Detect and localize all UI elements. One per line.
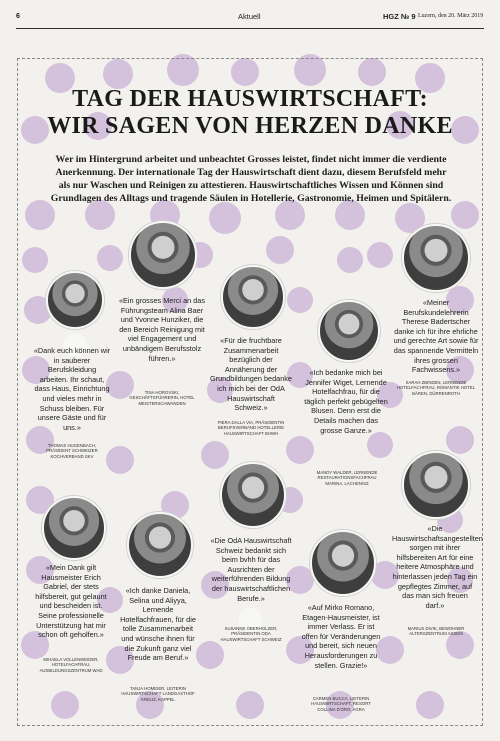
testimonial-quote: «Die OdA Hauswirtschaft Schweiz bedankt sich beim bvhh für das Ausrichten der weiterführenden Bildung der hauswirtschaftlichen Berufe.»: [210, 536, 292, 603]
headline-line-2: WIR SAGEN VON HERZEN DANKE: [47, 113, 453, 139]
headline-line-1: TAG DER HAUSWIRTSCHAFT:: [72, 86, 428, 112]
date-label: Luzern, den 20. März 2019: [418, 13, 484, 19]
section-label: Aktuell: [238, 12, 261, 21]
testimonial-quote: «Mein Dank gilt Hausmeister Erich Gabriel, der stets hilfsbereit, gut gelaunt und bescheiden ist. Seine professionelle Unterstützung hat mir schon oft geholfen.»: [35, 563, 107, 640]
publication-label: HGZ № 9: [383, 12, 416, 21]
portrait-photo: [46, 271, 104, 329]
portrait-photo: [318, 300, 380, 362]
testimonial-quote: «Meiner Berufskundelehrerin Therese Badertscher danke ich für ihre ehrliche und gerechte Art sowie für das spannende Vermitteln ihres grossen Fachwissens.»: [393, 298, 479, 375]
lead-paragraph: Wer im Hintergrund arbeitet und unbeachtet Grosses leistet, findet nicht immer die verdiente Anerkennung. Der internationale Tag der Hauswirtschaft dient dazu, diesem Berufsfeld mehr als nur Waschen und Reinigen zu attestieren. Hauswirtschaftliches Wissen und Können sind Grundlagen des Alltags und tragende Säulen in Hotellerie, Gastronomie, Heimen und Spitälern.: [50, 154, 452, 204]
portrait-photo: [129, 221, 197, 289]
testimonial-quote: «Dank euch können wir in sauberer Berufskleidung arbeiten. Ihr schaut, dass Haus, Einrichtung und vieles mehr in Schuss bleiben. Für unsere Gäste und für uns.»: [33, 346, 111, 432]
portrait-photo: [42, 496, 106, 560]
portrait-photo: [220, 462, 286, 528]
page-number: 6: [16, 13, 20, 20]
testimonial-quote: «Ein grosses Merci an das Führungsteam Alina Baer und Yvonne Hunziker, die den Bereich Reinigung mit viel Engagement und unbändigem Berufsstolz führen.»: [119, 296, 205, 363]
testimonial-signature: MARIUS DIVIK, BEWOHNER ALTERSZENTRUM ASSEM: [407, 626, 465, 637]
testimonial-signature: MIHAELA VOLLENWEIDER, HOTELFACHFRAU, AUSBILDUNGSZENTRUM WAD: [39, 657, 103, 673]
header-rule: [16, 28, 484, 29]
testimonial-quote: «Ich danke Daniela, Selina und Aliyya, Lernende Hotelfachfrauen, für die tolle Zusammenarbeit und wünsche ihnen für die Zukunft ganz viel Freude am Beruf.»: [120, 586, 196, 663]
page-header: [0, 10, 500, 28]
portrait-photo: [402, 451, 470, 519]
portrait-photo: [310, 530, 376, 596]
testimonial-quote: «Für die fruchtbare Zusammenarbeit bezüglich der Annäherung der Grundbildungen bedanke ich mich bei der OdA Hauswirtschaft Schweiz.»: [210, 336, 292, 413]
testimonial-signature: TANJA HOMEIER, LEITERIN HAUSWIRTSCHAFT LANDGASTHOF KREUZ, KAPPEL: [121, 686, 195, 702]
portrait-photo: [221, 265, 285, 329]
testimonial-signature: SUSANNE OBERHOLZER, PRÄSIDENTIN ODA HAUSWIRTSCHAFT SCHWEIZ: [220, 626, 282, 642]
portrait-photo: [127, 512, 193, 578]
testimonial-signature: PIERA DALLA VIA, PRÄSIDENTIN BERUFSVERBAND HOTELLERIE HAUSWIRTSCHAFT BHWH: [217, 420, 285, 436]
testimonial-signature: SARAH ZBINDEN, LERNENDE HOTELFACHFRAU, ROMANTIK HOTEL BÄREN, DÜRRENROTH: [396, 380, 476, 396]
testimonial-signature: TINA HOROVSKI, GESCHÄFTSFÜHRERIN, HOTEL MEISTERSCHWANDEN: [129, 390, 195, 406]
portrait-photo: [402, 224, 470, 292]
testimonial-quote: «Auf Mirko Romano, Etagen-Hausmeister, ist immer Verlass. Er ist offen für Veränderungen und bereit, sich neuen Herausforderungen zu stellen. Grazie!»: [301, 603, 381, 670]
testimonial-quote: «Die Hauswirtschaftsangestellten sorgen mit ihrer hilfsbereiten Art für eine heitere Atmosphäre und hinterlassen jeden Tag ein gepflegtes Zimmer, auf das man sich freuen darf.»: [392, 524, 483, 610]
testimonial-signature: THOMAS HUGENBACH, PRÄSIDENT SCHWEIZER KOCHVERBAND SKV: [46, 443, 98, 459]
testimonial-signature: CARMEN BUCCA, LEITERIN HAUSWIRTSCHAFT, RESORT COLLINA D'ORO, AGRA: [311, 696, 371, 712]
testimonial-signature: MANDY WALDER, LERNENDE RESTAURATIONSFACHFRAU MARINA, LACHEN/SZ: [316, 470, 378, 486]
testimonial-quote: «Ich bedanke mich bei Jennifer Wiget, Lernende Hotelfachfrau, für die täglich perfekt gebügelten Blusen. Denn erst die Details machen das grosse Ganze.»: [304, 368, 388, 435]
